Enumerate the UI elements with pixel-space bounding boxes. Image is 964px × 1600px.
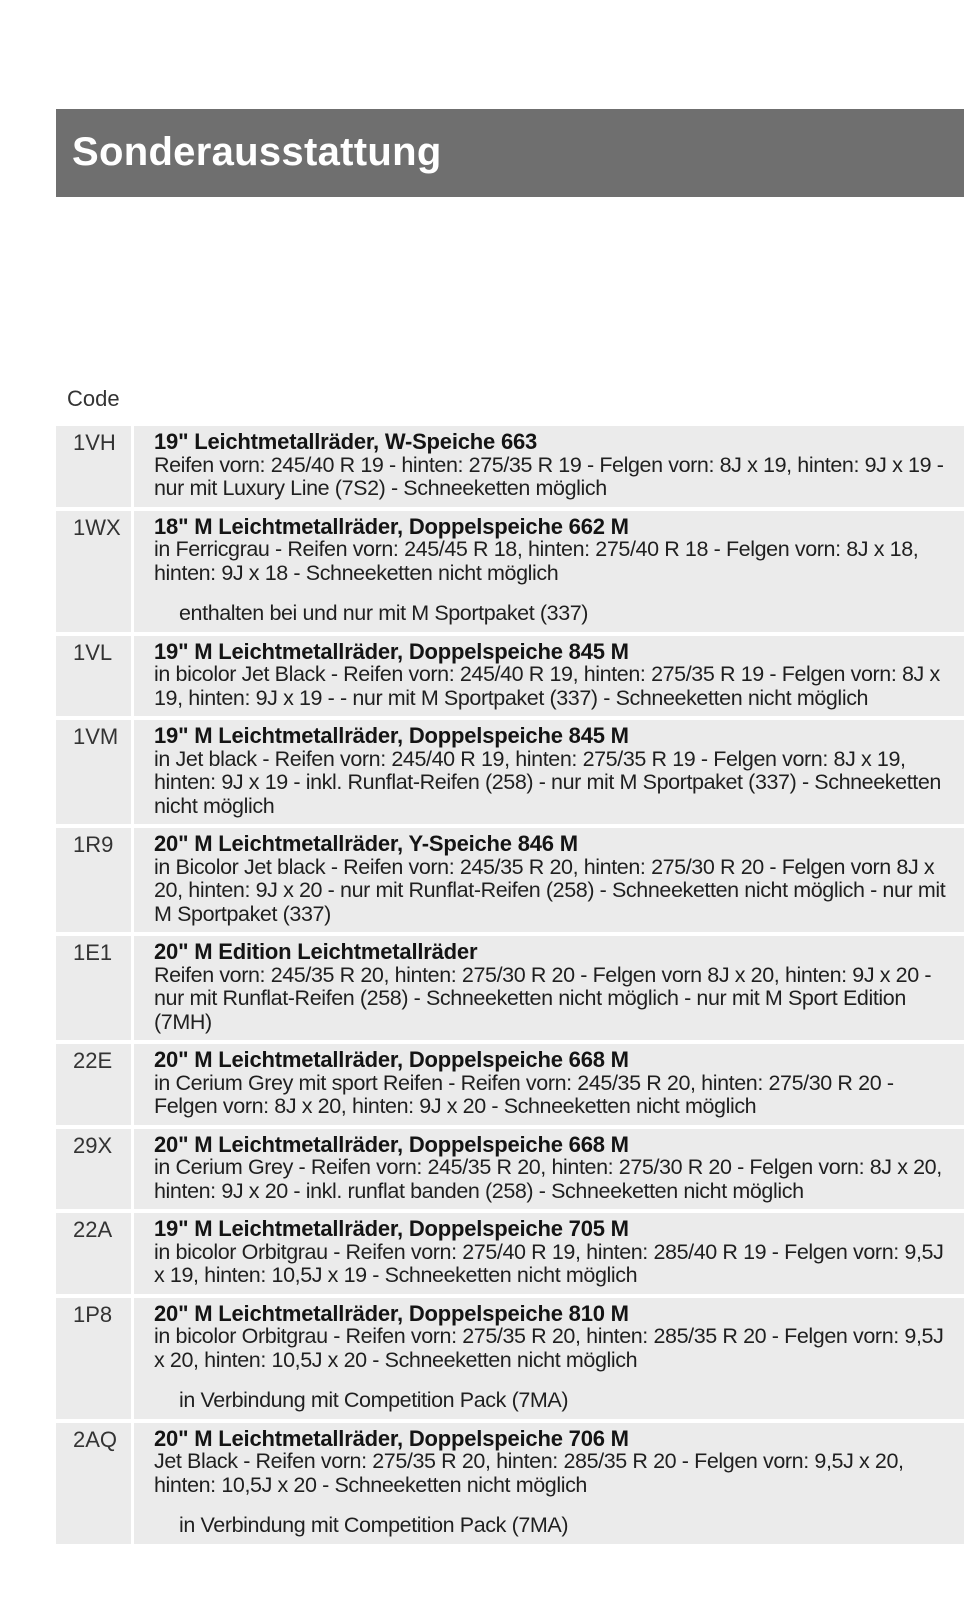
option-title: 19" M Leichtmetallräder, Doppelspeiche 845 M [154,723,629,748]
option-code: 1E1 [56,936,134,1040]
table-row [56,1213,964,1294]
section-header [56,109,964,197]
option-code: 22E [56,1044,134,1125]
option-details: in bicolor Jet Black - Reifen vorn: 245/40 R 19, hinten: 275/35 R 19 - Felgen vorn: 8J x 19, hinten: 9J x 19 - - nur mit M Sportpaket (337) - Schneeketten nicht möglich [154,662,940,710]
option-details: in Cerium Grey - Reifen vorn: 245/35 R 20, hinten: 275/30 R 20 - Felgen vorn: 8J x 20, hinten: 9J x 20 - inkl. runflat banden (258) - Schneeketten nicht möglich [154,1155,942,1203]
option-note: enthalten bei und nur mit M Sportpaket (337) [179,601,589,625]
table-row [56,1423,964,1544]
option-code: 22A [56,1213,134,1294]
option-description [134,936,964,1040]
option-description [134,1213,964,1294]
option-description [134,1044,964,1125]
option-details: in Ferricgrau - Reifen vorn: 245/45 R 18, hinten: 275/40 R 18 - Felgen vorn: 8J x 18, hinten: 9J x 18 - Schneeketten nicht möglich [154,537,919,585]
option-code: 1VM [56,720,134,824]
table-row [56,636,964,717]
table-row [56,720,964,824]
option-code: 29X [56,1129,134,1210]
option-details: in bicolor Orbitgrau - Reifen vorn: 275/40 R 19, hinten: 285/40 R 19 - Felgen vorn: 9,5J x 19, hinten: 10,5J x 19 - Schneeketten nicht möglich [154,1239,944,1287]
option-title: 20" M Edition Leichtmetallräder [154,939,478,964]
option-description [134,828,964,932]
option-details: Reifen vorn: 245/40 R 19 - hinten: 275/35 R 19 - Felgen vorn: 8J x 19, hinten: 9J x 19 - nur mit Luxury Line (7S2) - Schneeketten möglich [154,452,944,500]
table-row [56,1044,964,1125]
equipment-table [56,426,964,1548]
option-details: in Bicolor Jet black - Reifen vorn: 245/35 R 20, hinten: 275/30 R 20 - Felgen vorn 8J x 20, hinten: 9J x 20 - nur mit Runflat-Reifen (258) - Schneeketten nicht möglich - nur mit M Sportpaket (337) [154,854,946,926]
option-title: 19" M Leichtmetallräder, Doppelspeiche 705 M [154,1216,629,1241]
option-title: 18" M Leichtmetallräder, Doppelspeiche 662 M [154,513,629,539]
option-note: in Verbindung mit Competition Pack (7MA) [179,1513,569,1537]
table-row [56,426,964,507]
option-details: Reifen vorn: 245/35 R 20, hinten: 275/30 R 20 - Felgen vorn 8J x 20, hinten: 9J x 20 - nur mit Runflat-Reifen (258) - Schneeketten nicht möglich - nur mit M Sport Edition (7MH) [154,962,932,1034]
option-description [134,426,964,507]
page-title: Sonderausstattung [72,130,442,174]
option-code: 1VL [56,636,134,717]
option-description [134,511,964,632]
option-code: 1VH [56,426,134,507]
option-details: in Cerium Grey mit sport Reifen - Reifen vorn: 245/35 R 20, hinten: 275/30 R 20 - Felgen vorn: 8J x 20, hinten: 9J x 20 - Schneeketten nicht möglich [154,1070,894,1118]
option-details: in Jet black - Reifen vorn: 245/40 R 19, hinten: 275/35 R 19 - Felgen vorn: 8J x 19, hinten: 9J x 19 - inkl. Runflat-Reifen (258) - nur mit M Sportpaket (337) - Schneeketten nicht möglich [154,746,941,818]
table-row [56,1298,964,1419]
option-code: 1WX [56,511,134,632]
option-title: 20" M Leichtmetallräder, Doppelspeiche 668 M [154,1047,629,1072]
option-code: 1R9 [56,828,134,932]
table-row [56,511,964,632]
option-title: 20" M Leichtmetallräder, Doppelspeiche 706 M [154,1425,629,1451]
table-row [56,1129,964,1210]
option-description [134,1423,964,1544]
option-title: 20" M Leichtmetallräder, Y-Speiche 846 M [154,831,578,856]
table-row [56,828,964,932]
option-code: 1P8 [56,1298,134,1419]
table-row [56,936,964,1040]
option-note: in Verbindung mit Competition Pack (7MA) [179,1388,569,1412]
option-title: 20" M Leichtmetallräder, Doppelspeiche 668 M [154,1131,629,1157]
option-title: 19" Leichtmetallräder, W-Speiche 663 [154,429,538,454]
option-details: Jet Black - Reifen vorn: 275/35 R 20, hinten: 285/35 R 20 - Felgen vorn: 9,5J x 20, hinten: 10,5J x 20 - Schneeketten nicht möglich [154,1449,904,1497]
option-details: in bicolor Orbitgrau - Reifen vorn: 275/35 R 20, hinten: 285/35 R 20 - Felgen vorn: 9,5J x 20, hinten: 10,5J x 20 - Schneeketten nicht möglich [154,1324,944,1372]
option-title: 19" M Leichtmetallräder, Doppelspeiche 845 M [154,638,629,664]
option-description [134,636,964,717]
option-description [134,1298,964,1419]
code-column-header: Code [67,386,120,411]
option-title: 20" M Leichtmetallräder, Doppelspeiche 810 M [154,1300,629,1326]
option-description [134,1129,964,1210]
option-code: 2AQ [56,1423,134,1544]
option-description [134,720,964,824]
